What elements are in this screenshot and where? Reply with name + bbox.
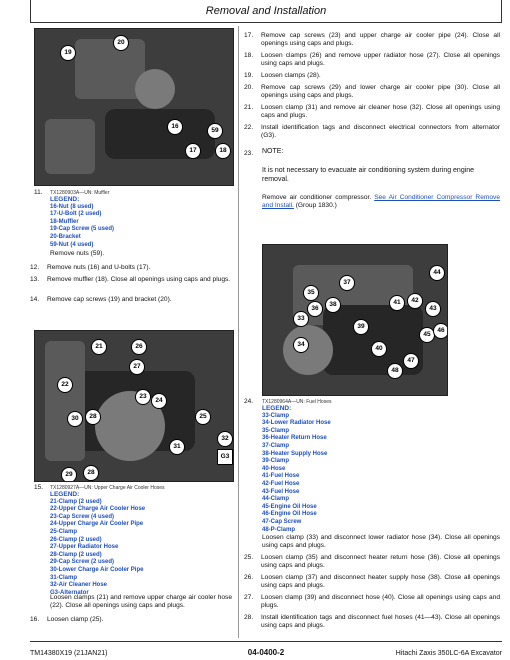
callout-16: 16 — [167, 119, 183, 135]
legend-item: 25-Clamp — [50, 528, 78, 535]
legend-item: 34-Lower Radiator Hose — [262, 420, 331, 427]
legend-item: 27-Upper Radiator Hose — [50, 544, 119, 551]
muffler-figure — [34, 28, 234, 186]
step-number: 20. — [244, 84, 254, 91]
legend-item: 33-Clamp — [262, 412, 290, 419]
callout-32: 32 — [217, 431, 233, 447]
legend-item: 39-Clamp — [262, 458, 290, 465]
legend-item: 48-P-Clamp — [262, 526, 296, 533]
footer-doc-id: TM14380X19 (21JAN21) — [30, 650, 108, 657]
legend-item: 18-Muffler — [50, 218, 79, 225]
callout-35: 35 — [303, 285, 319, 301]
muffler-caption: TX1280903A—UN: Muffler — [50, 190, 110, 196]
page — [30, 0, 502, 660]
step-15-text: Loosen clamps (21) and remove upper charge air cooler hose (22). Close all openings using caps and plugs. — [50, 594, 232, 609]
step-text: Remove cap screws (29) and lower charge air cooler pipe (30). Close all openings using caps and plugs. — [261, 84, 500, 99]
callout-31: 31 — [169, 439, 185, 455]
callout-28: 28 — [85, 409, 101, 425]
step-27 — [244, 594, 500, 612]
callout-43: 43 — [425, 301, 441, 317]
ac-text-after: (Group 1830.) — [295, 202, 337, 209]
step-text: Loosen clamp (39) and disconnect hose (40). Close all openings using caps and plugs. — [261, 594, 500, 609]
step-13 — [30, 276, 234, 294]
legend-item: 32-Air Cleaner Hose — [50, 582, 108, 589]
callout-23: 23 — [135, 389, 151, 405]
fuel-hoses-figure — [262, 244, 448, 396]
callout-45: 45 — [419, 327, 435, 343]
callout-g3: G3 — [217, 449, 233, 465]
callout-22: 22 — [57, 377, 73, 393]
step-text: Loosen clamp (31) and remove air cleaner hose (32). Close all openings using caps and plugs. — [261, 104, 500, 119]
callout-44: 44 — [429, 265, 445, 281]
step-number: 28. — [244, 614, 254, 621]
callout-47: 47 — [403, 353, 419, 369]
step-15-number: 15. — [34, 484, 44, 491]
step-28 — [244, 614, 500, 632]
callout-19: 19 — [60, 45, 76, 61]
legend-item: 59-Nut (4 used) — [50, 241, 94, 248]
step-text: Install identification tags and disconnect electrical connectors from alternator (G3). — [261, 124, 500, 139]
legend-item: 30-Lower Charge Air Cooler Pipe — [50, 566, 144, 573]
step-11-number: 11. — [34, 189, 43, 196]
callout-39: 39 — [353, 319, 369, 335]
callout-20: 20 — [113, 35, 129, 51]
legend-muffler — [50, 196, 114, 249]
legend-item: G3-Alternator — [50, 589, 89, 596]
legend-title: LEGEND: — [262, 405, 292, 412]
legend-item: 17-U-Bolt (2 used) — [50, 211, 102, 218]
callout-30: 30 — [67, 411, 83, 427]
step-number: 13. — [30, 276, 40, 283]
step-text: Loosen clamp (35) and disconnect heater return hose (36). Close all openings using caps and plugs. — [261, 554, 500, 569]
header-divider — [30, 22, 502, 23]
legend-title: LEGEND: — [50, 196, 80, 203]
charge-air-cooler-caption: TX1280927A—UN: Upper Charge Air Cooler Hoses — [50, 485, 165, 491]
step-number: 26. — [244, 574, 254, 581]
legend-item: 44-Clamp — [262, 496, 290, 503]
page-title: Removal and Installation — [205, 5, 327, 17]
callout-40: 40 — [371, 341, 387, 357]
step-18 — [244, 52, 500, 70]
callout-21: 21 — [91, 339, 107, 355]
step-text: Remove cap screws (23) and upper charge air cooler pipe (24). Close all openings using caps and plugs. — [261, 32, 500, 47]
step-number: 12. — [30, 264, 40, 271]
legend-item: 16-Nut (8 used) — [50, 203, 94, 210]
step-text: Loosen clamp (37) and disconnect heater supply hose (38). Close all openings using caps and plugs. — [261, 574, 500, 589]
step-text: Loosen clamp (25). — [47, 616, 104, 623]
step-25 — [244, 554, 500, 572]
legend-item: 45-Engine Oil Hose — [262, 503, 317, 510]
legend-item: 22-Upper Charge Air Cooler Hose — [50, 506, 146, 513]
legend-item: 46-Engine Oil Hose — [262, 511, 317, 518]
step-text: Install identification tags and disconnect fuel hoses (41—43). Close all openings using caps and plugs. — [261, 614, 500, 629]
legend-item: 28-Clamp (2 used) — [50, 551, 102, 558]
step-24-text: Loosen clamp (33) and disconnect lower radiator hose (34). Close all openings using caps and plugs. — [262, 534, 500, 549]
step-16 — [30, 616, 234, 626]
step-text: Loosen clamps (26) and remove upper radiator hose (27). Close all openings using caps and plugs. — [261, 52, 500, 67]
callout-17: 17 — [185, 143, 201, 159]
legend-item: 20-Bracket — [50, 233, 81, 240]
legend-item: 21-Clamp (2 used) — [50, 498, 102, 505]
legend-item: 40-Hose — [262, 465, 286, 472]
footer-divider — [30, 641, 502, 642]
ac-text-before: Remove air conditioner compressor. — [262, 194, 372, 201]
step-17 — [244, 32, 500, 50]
callout-28b: 28 — [83, 465, 99, 481]
legend-item: 24-Upper Charge Air Cooler Pipe — [50, 521, 144, 528]
step-number: 21. — [244, 104, 254, 111]
callout-48: 48 — [387, 363, 403, 379]
step-24-number: 24. — [244, 398, 254, 405]
legend-item: 31-Clamp — [50, 574, 78, 581]
footer-model: Hitachi Zaxis 350LC-6A Excavator — [395, 650, 502, 657]
step-20 — [244, 84, 500, 102]
step-number: 27. — [244, 594, 254, 601]
legend-item: 29-Cap Screw (2 used) — [50, 559, 115, 566]
callout-41: 41 — [389, 295, 405, 311]
legend-item: 36-Heater Return Hose — [262, 435, 327, 442]
callout-26: 26 — [131, 339, 147, 355]
callout-37: 37 — [339, 275, 355, 291]
legend-charge-air-cooler — [50, 491, 145, 597]
callout-29: 29 — [61, 467, 77, 482]
column-divider — [238, 26, 239, 638]
step-23-text — [262, 194, 500, 210]
step-text: Remove nuts (16) and U-bolts (17). — [47, 264, 151, 271]
callout-34: 34 — [293, 337, 309, 353]
charge-air-cooler-figure — [34, 330, 234, 482]
legend-item: 38-Heater Supply Hose — [262, 450, 328, 457]
footer-page-number: 04-0400-2 — [247, 648, 285, 657]
step-19 — [244, 72, 500, 82]
legend-item: 19-Cap Screw (5 used) — [50, 226, 115, 233]
note-title: NOTE: — [262, 148, 284, 155]
step-26 — [244, 574, 500, 592]
legend-item: 26-Clamp (2 used) — [50, 536, 102, 543]
step-text: Loosen clamps (28). — [261, 72, 321, 79]
callout-18: 18 — [215, 143, 231, 159]
step-number: 17. — [244, 32, 254, 39]
legend-item: 42-Fuel Hose — [262, 480, 300, 487]
step-text: Remove cap screws (19) and bracket (20). — [47, 296, 172, 303]
callout-38: 38 — [325, 297, 341, 313]
step-number: 16. — [30, 616, 40, 623]
step-number: 25. — [244, 554, 254, 561]
step-22 — [244, 124, 500, 142]
step-number: 18. — [244, 52, 254, 59]
step-text: Remove muffler (18). Close all openings using caps and plugs. — [47, 276, 231, 283]
step-number: 14. — [30, 296, 40, 303]
step-12 — [30, 264, 234, 274]
callout-36: 36 — [307, 301, 323, 317]
legend-item: 47-Cap Screw — [262, 518, 302, 525]
callout-42: 42 — [407, 293, 423, 309]
fuel-hoses-caption: TX1280964A—UN: Fuel Hoses — [262, 399, 332, 405]
step-21 — [244, 104, 500, 122]
step-14 — [30, 296, 234, 306]
step-number: 19. — [244, 72, 254, 79]
legend-item: 37-Clamp — [262, 442, 290, 449]
step-11-text: Remove nuts (59). — [50, 250, 105, 257]
callout-25: 25 — [195, 409, 211, 425]
legend-item: 43-Fuel Hose — [262, 488, 300, 495]
step-23-number: 23. — [244, 150, 254, 157]
legend-fuel-hoses — [262, 405, 331, 534]
legend-item: 41-Fuel Hose — [262, 473, 300, 480]
callout-24: 24 — [151, 393, 167, 409]
legend-item: 23-Cap Screw (4 used) — [50, 513, 115, 520]
callout-33: 33 — [293, 311, 309, 327]
legend-title: LEGEND: — [50, 491, 80, 498]
legend-item: 35-Clamp — [262, 427, 290, 434]
callout-27: 27 — [129, 359, 145, 375]
ac-compressor-link[interactable]: See Air Conditioner Compressor Remove and Install. — [262, 194, 500, 209]
callout-46: 46 — [433, 323, 448, 339]
step-number: 22. — [244, 124, 254, 131]
note-text: It is not necessary to evacuate air conditioning system during engine removal. — [262, 167, 475, 183]
callout-59: 59 — [207, 123, 223, 139]
